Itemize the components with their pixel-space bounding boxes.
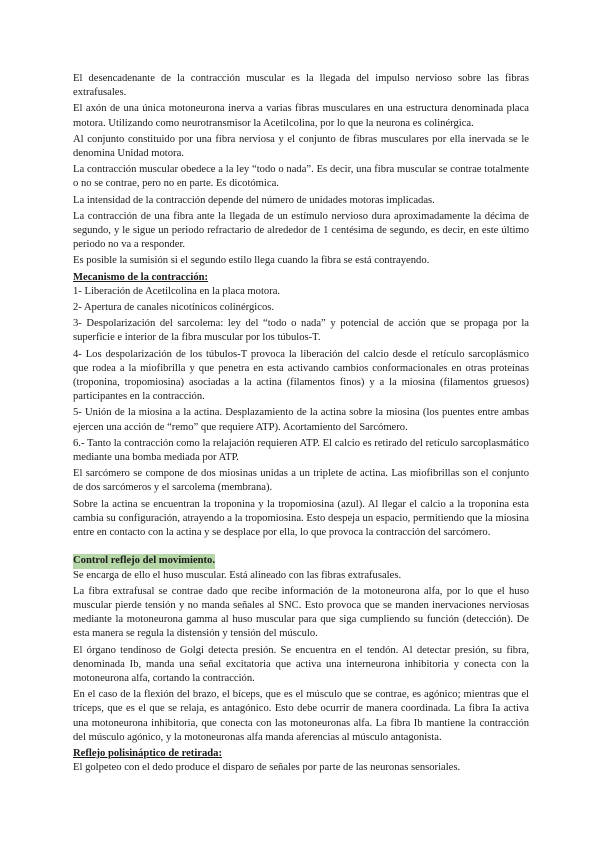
paragraph: La intensidad de la contracción depende del número de unidades motoras implicadas. xyxy=(73,194,435,206)
paragraph: La contracción de una fibra ante la llegada de un estímulo nervioso dura aproximadamente la décima de segundo, y le sigue un periodo refractario de alrededor de 1 centésima de segundo, es decir, en este último periodo no va a responder. xyxy=(73,210,529,251)
paragraph: Se encarga de ello el huso muscular. Está alineado con las fibras extrafusales. xyxy=(73,569,402,581)
paragraph: En el caso de la flexión del brazo, el bíceps, que es el músculo que se contrae, es agónico; mientras que el tríceps, que es el que se relaja, es antagónico. Esto debe ocurrir de manera coordinada. La fibra Ia activa una motoneurona inhibitoria, que conecta con las motoneuronas alfa. La fibra Ib mantiene la contracción del músculo agónico, y la motoneuronas alfa manda aferencias al músculo antagonista. xyxy=(73,689,529,743)
paragraph: El órgano tendinoso de Golgi detecta presión. Se encuentra en el tendón. Al detectar presión, su fibra, denominada Ib, manda una señal excitatoria que activa una interneurona inhibitoria y conecta con la motoneurona alfa, cortando la contracción. xyxy=(73,644,529,684)
paragraph: Es posible la sumisión si el segundo estilo llega cuando la fibra se está contrayendo. xyxy=(73,255,430,267)
list-item: 4- Los despolarización de los túbulos-T provoca la liberación del calcio desde el retículo sarcoplásmico que rodea a la miofibrilla y que penetra en esta activando cambios conformacionales en otras proteínas (troponina, tropomiosina) asociadas a la actina (filamentos finos) y a la miosina (filamentos gruesos) participantes en la contracción. xyxy=(73,348,529,403)
list-item: 3- Despolarización del sarcolema: ley del “todo o nada” y potencial de acción que se propaga por la superficie e interior de la fibra muscular por los túbulos-T. xyxy=(73,318,529,344)
section-heading-reflejo: Reflejo polisináptico de retirada: xyxy=(73,747,222,759)
paragraph: La contracción muscular obedece a la ley “todo o nada”. Es decir, una fibra muscular se contrae totalmente o no se contrae, pero no en parte. Es dicotómica. xyxy=(73,164,529,190)
list-item: 2- Apertura de canales nicotínicos colinérgicos. xyxy=(73,302,275,314)
paragraph: La fibra extrafusal se contrae dado que recibe información de la motoneurona alfa, por lo que el huso muscular pierde tensión y no manda señales al SNC. Esto provoca que se manden inervaciones nerviosas mediante la motoneurona gamma al huso muscular para que siga cumpliendo su función (detección). De esta manera se regula la distensión y tensión del músculo. xyxy=(73,585,529,640)
section-heading-mecanismo: Mecanismo de la contracción: xyxy=(73,271,209,283)
paragraph: El desencadenante de la contracción muscular es la llegada del impulso nervioso sobre las fibras extrafusales. xyxy=(73,73,529,99)
section-heading-control: Control reflejo del movimiento. xyxy=(73,554,215,568)
paragraph: El golpeteo con el dedo produce el disparo de señales por parte de las neuronas sensoriales. xyxy=(73,762,461,774)
list-item: 5- Unión de la miosina a la actina. Desplazamiento de la actina sobre la miosina (los puentes entre ambas ejercen una acción de “remo” que requiere ATP). Acortamiento del Sarcómero. xyxy=(73,407,529,433)
paragraph: El sarcómero se compone de dos miosinas unidas a un triplete de actina. Las miofibrillas son el conjunto de dos sarcómeros y el sarcolema (membrana). xyxy=(73,468,529,494)
paragraph: El axón de una única motoneurona inerva a varias fibras musculares en una estructura denominada placa motora. Utilizando como neurotransmisor la Acetilcolina, por lo que la neurona es colinérgica. xyxy=(73,103,529,129)
document-page xyxy=(73,72,529,777)
spacer xyxy=(73,542,529,554)
paragraph: Al conjunto constituido por una fibra nerviosa y el conjunto de fibras musculares por ella inervada se le denomina Unidad motora. xyxy=(73,133,529,160)
list-item: 1- Liberación de Acetilcolina en la placa motora. xyxy=(73,285,281,297)
paragraph: Sobre la actina se encuentran la troponina y la tropomiosina (azul). Al llegar el calcio a la troponina esta cambia su configuración, atrayendo a la tropomiosina. Esto despeja un espacio, permitiendo que la miosina entre en contacto con la actina y se desplace por ella, lo que provoca la contracción del sarcómero. xyxy=(73,498,529,539)
list-item: 6.- Tanto la contracción como la relajación requieren ATP. El calcio es retirado del retículo sarcoplasmático mediante una bomba mediada por ATP. xyxy=(73,437,529,464)
